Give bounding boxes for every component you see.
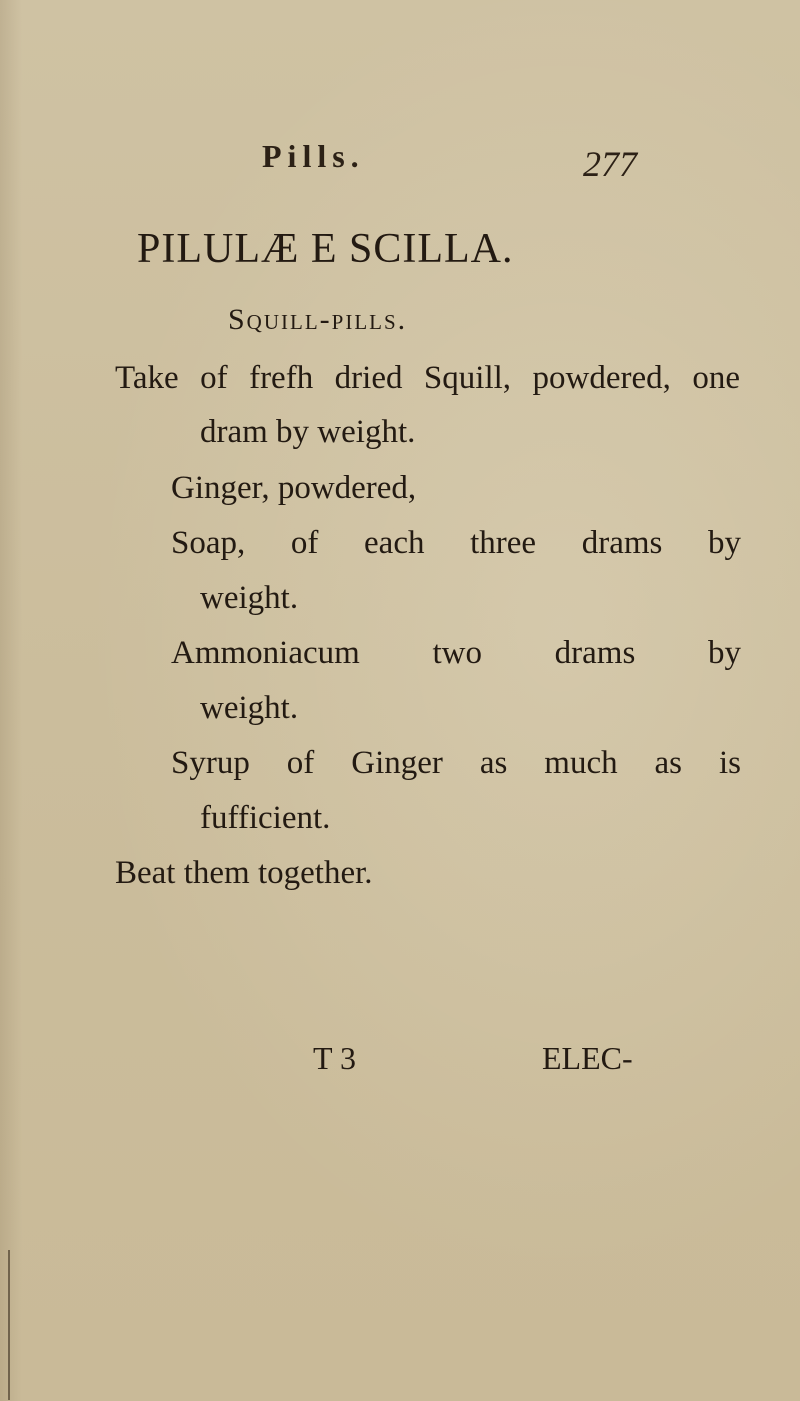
recipe-line: Take of frefh dried Squill, powdered, one [115,360,740,396]
recipe-line: Ammoniacum two drams by [171,635,741,671]
recipe-line: Beat them together. [115,855,373,891]
recipe-line: weight. [200,690,299,726]
recipe-line: weight. [200,580,299,616]
recipe-line: Ginger, powdered, [171,470,417,506]
running-head: Pills. [262,138,365,174]
page-fold-shadow [0,0,22,1401]
signature-mark: T 3 [313,1040,356,1076]
recipe-line: Syrup of Ginger as much as is [171,745,741,781]
recipe-line: Soap, of each three drams by [171,525,741,561]
page-edge-mark [8,1250,10,1400]
catchword: ELEC- [542,1040,633,1076]
page-number: 277 [583,144,637,184]
recipe-line: dram by weight. [200,414,416,450]
recipe-title: PILULÆ E SCILLA. [137,226,514,272]
recipe-line: fufficient. [200,800,331,836]
recipe-subtitle: Squill-pills. [228,303,408,336]
